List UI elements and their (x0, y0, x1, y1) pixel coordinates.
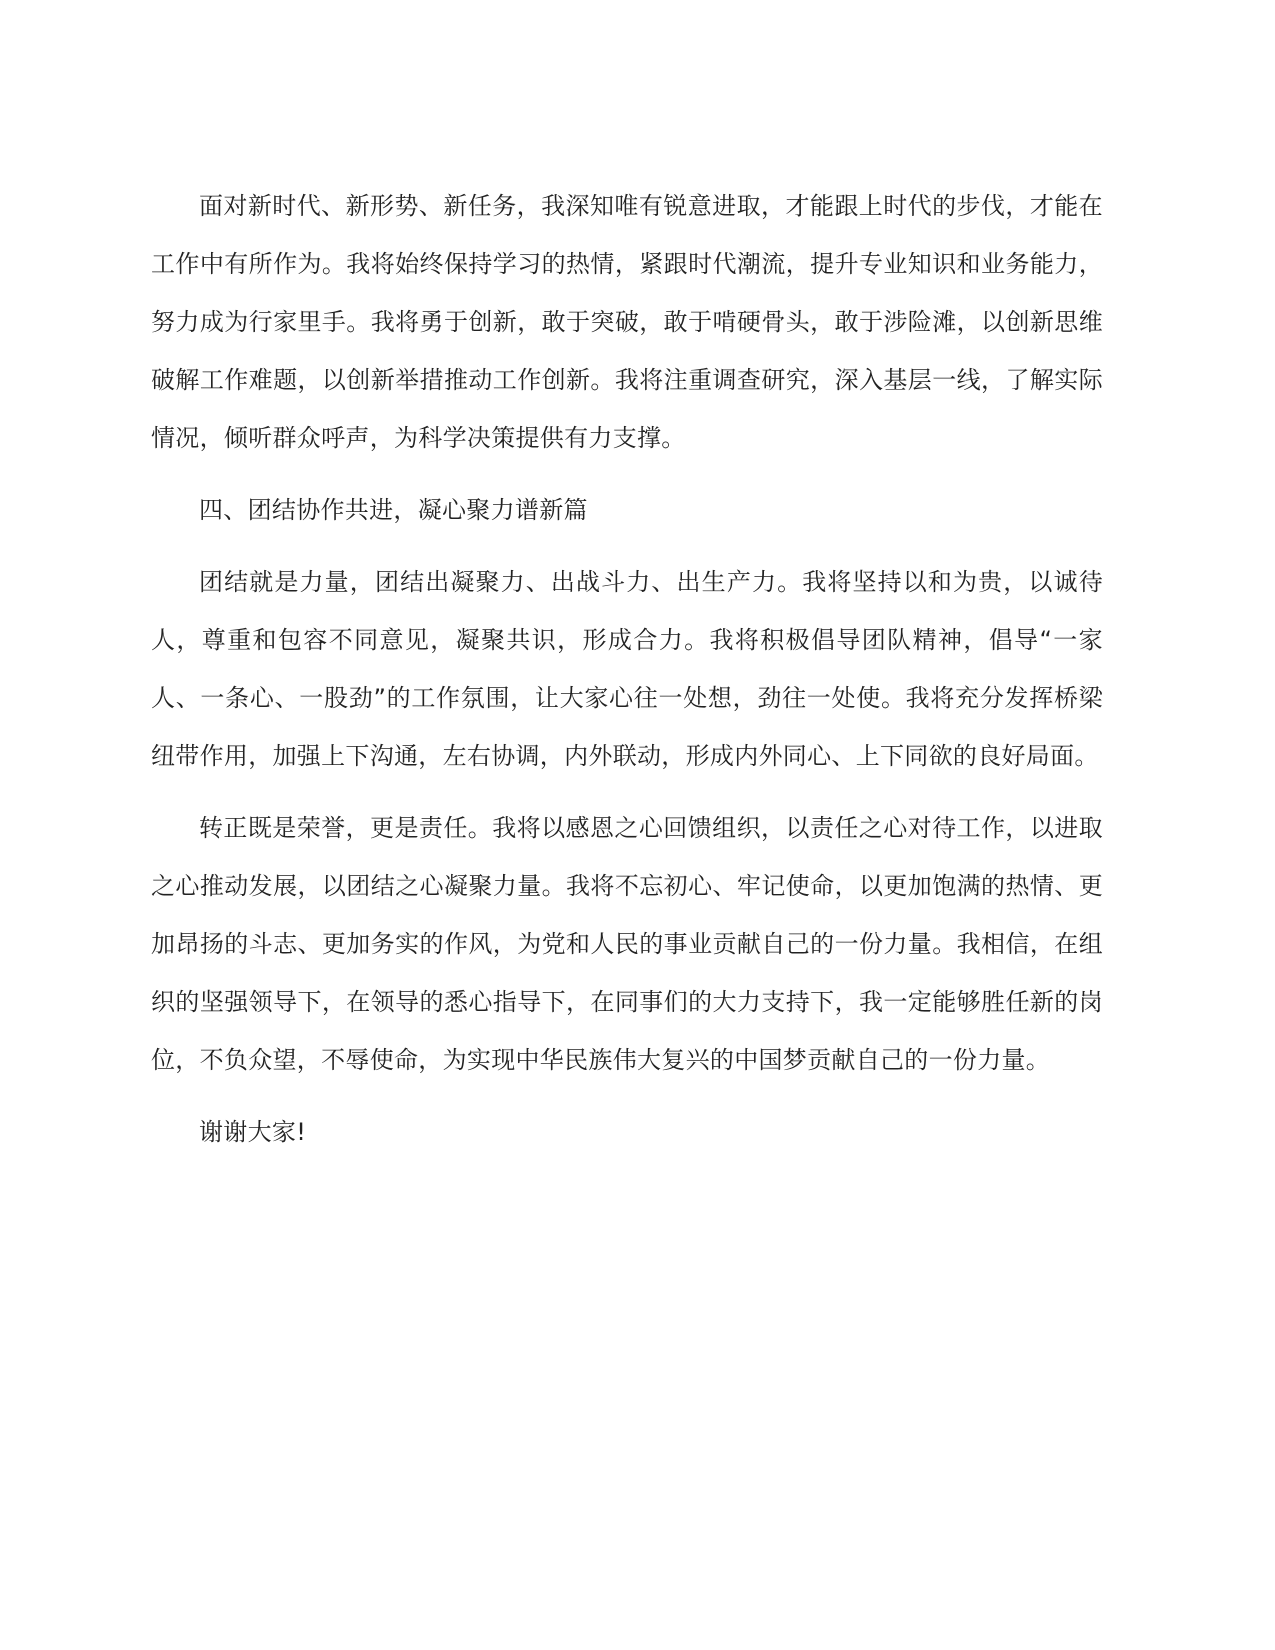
paragraph-conclusion: 转正既是荣誉，更是责任。我将以感恩之心回馈组织，以责任之心对待工作，以进取之心推动发展，以团结之心凝聚力量。我将不忘初心、牢记使命，以更加饱满的热情、更加昂扬的斗志、更加务实的作风，为党和人民的事业贡献自己的一份力量。我相信，在组织的坚强领导下，在领导的悉心指导下，在同事们的大力支持下，我一定能够胜任新的岗位，不负众望，不辱使命，为实现中华民族伟大复兴的中国梦贡献自己的一份力量。 (151, 814, 1103, 1074)
document-body (151, 177, 1103, 1175)
section-heading-unity: 四、团结协作共进，凝心聚力谱新篇 (199, 496, 588, 524)
paragraph-innovation: 面对新时代、新形势、新任务，我深知唯有锐意进取，才能跟上时代的步伐，才能在工作中有所作为。我将始终保持学习的热情，紧跟时代潮流，提升专业知识和业务能力，努力成为行家里手。我将勇于创新，敢于突破，敢于啃硬骨头，敢于涉险滩，以创新思维破解工作难题，以创新举措推动工作创新。我将注重调查研究，深入基层一线，了解实际情况，倾听群众呼声，为科学决策提供有力支撑。 (151, 192, 1103, 452)
closing-thanks: 谢谢大家! (199, 1118, 307, 1146)
paragraph-unity: 团结就是力量，团结出凝聚力、出战斗力、出生产力。我将坚持以和为贵，以诚待人，尊重和包容不同意见，凝聚共识，形成合力。我将积极倡导团队精神，倡导“一家人、一条心、一股劲”的工作氛围，让大家心往一处想，劲往一处使。我将充分发挥桥梁纽带作用，加强上下沟通，左右协调，内外联动，形成内外同心、上下同欲的良好局面。 (151, 568, 1103, 770)
